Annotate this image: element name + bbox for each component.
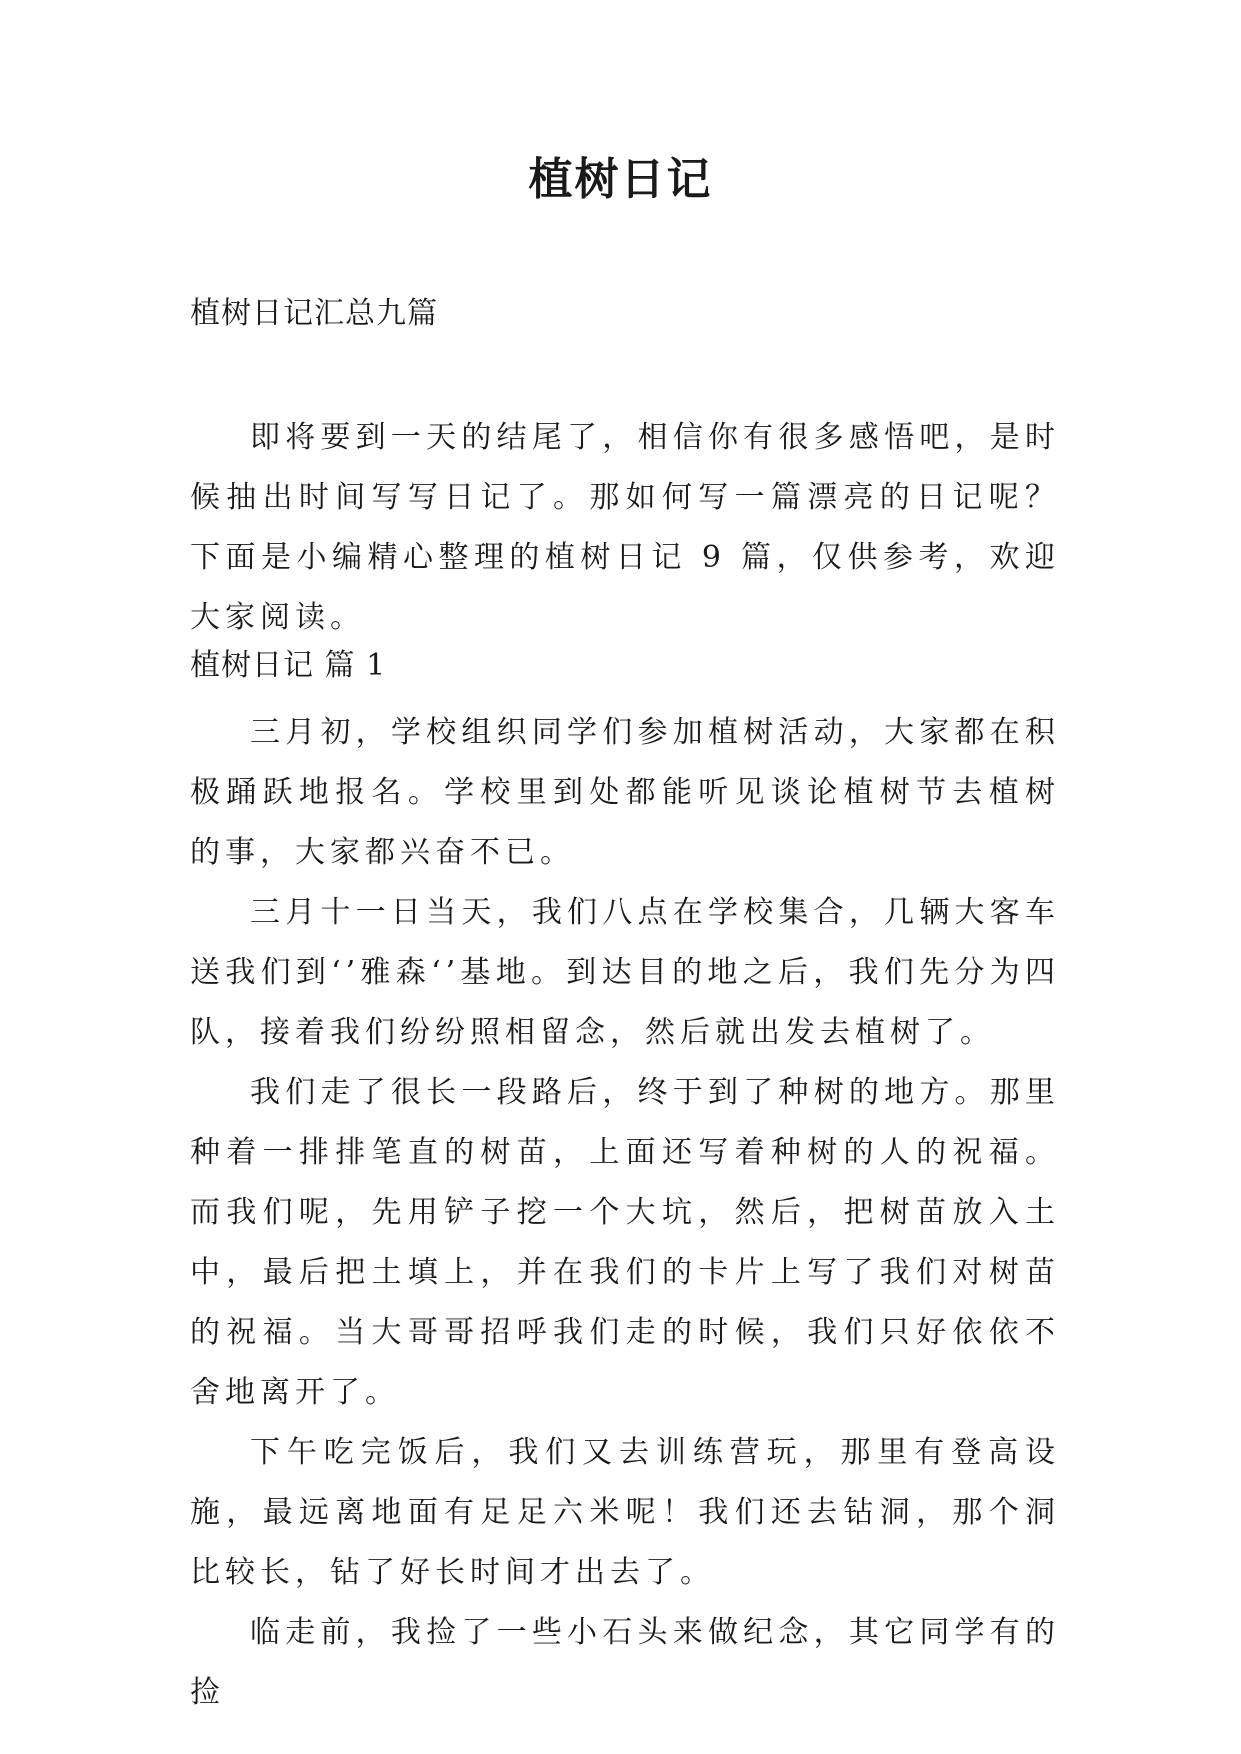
body-paragraph-1: 三月初，学校组织同学们参加植树活动，大家都在积极踊跃地报名。学校里到处都能听见谈论植树节去植树的事，大家都兴奋不已。 xyxy=(190,715,1060,870)
section-heading: 植树日记 篇 1 xyxy=(190,648,387,683)
intro-paragraph: 即将要到一天的结尾了，相信你有很多感悟吧，是时候抽出时间写写日记了。那如何写一篇漂亮的日记呢？下面是小编精心整理的植树日记 9 篇，仅供参考，欢迎大家阅读。 xyxy=(190,420,1060,635)
body-paragraph-3: 我们走了很长一段路后，终于到了种树的地方。那里种着一排排笔直的树苗，上面还写着种树的人的祝福。而我们呢，先用铲子挖一个大坑，然后，把树苗放入土中，最后把土填上，并在我们的卡片上写了我们对树苗的祝福。当大哥哥招呼我们走的时候，我们只好依依不舍地离开了。 xyxy=(190,1075,1060,1410)
document-subtitle: 植树日记汇总九篇 xyxy=(190,296,438,331)
document-title: 植树日记 xyxy=(528,154,713,205)
body-paragraph-4: 下午吃完饭后，我们又去训练营玩，那里有登高设施，最远离地面有足足六米呢！我们还去钻洞，那个洞比较长，钻了好长时间才出去了。 xyxy=(190,1435,1060,1590)
intro-section xyxy=(190,408,1060,648)
section-body xyxy=(190,703,1060,1723)
body-paragraph-2: 三月十一日当天，我们八点在学校集合，几辆大客车送我们到‘’雅森‘’基地。到达目的地之后，我们先分为四队，接着我们纷纷照相留念，然后就出发去植树了。 xyxy=(190,895,1060,1050)
body-paragraph-5: 临走前，我捡了一些小石头来做纪念，其它同学有的捡 xyxy=(190,1615,1060,1710)
